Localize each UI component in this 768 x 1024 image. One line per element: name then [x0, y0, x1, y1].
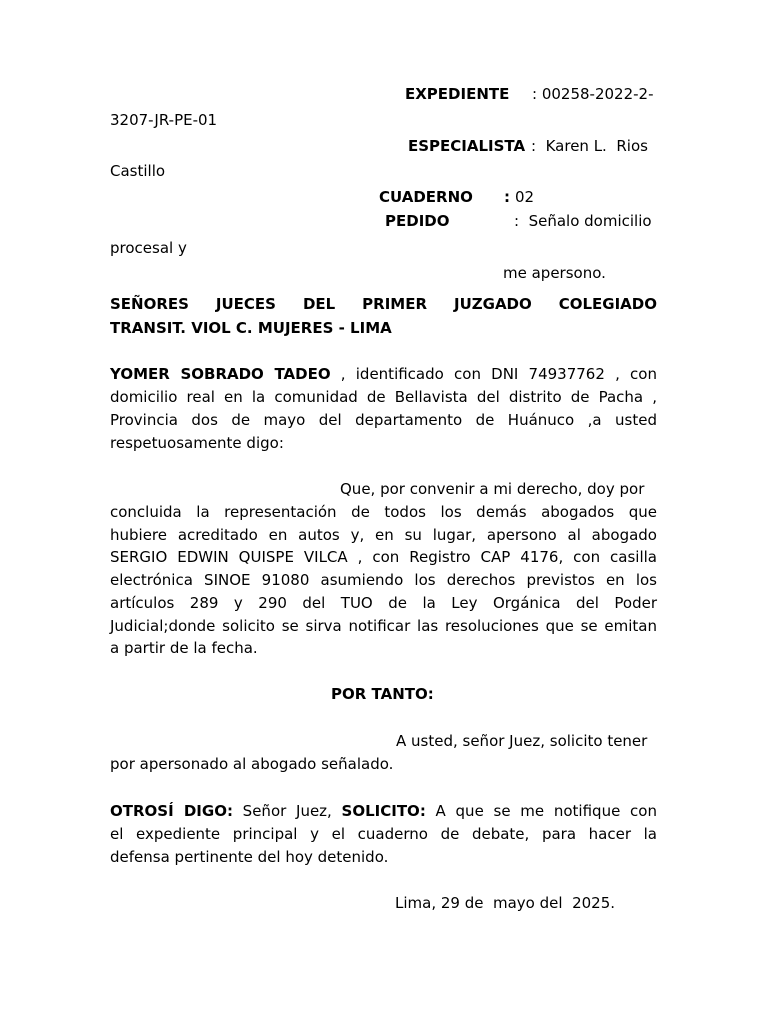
intro-line-3: Provincia dos de mayo del departamento de Huánuco ,a usted	[110, 411, 657, 429]
por-tanto-heading: POR TANTO:	[331, 685, 434, 703]
pedido-label: PEDIDO	[385, 212, 450, 230]
body-line-1: Que, por convenir a mi derecho, doy por	[340, 480, 645, 498]
otrosi-label: OTROSÍ DIGO:	[110, 802, 233, 820]
solicito-label: SOLICITO:	[341, 802, 426, 820]
especialista-value-cont: Castillo	[110, 162, 166, 180]
otrosi-mid: Señor Juez,	[232, 802, 342, 820]
body-line-5: electrónica SINOE 91080 asumiendo los derechos previstos en los	[110, 571, 657, 589]
cuaderno-colon: :	[504, 188, 510, 206]
pedido-value-cont-2: me apersono.	[503, 264, 606, 282]
intro-line-2: domicilio real en la comunidad de Bellavista del distrito de Pacha ,	[110, 388, 657, 406]
por-tanto-line-2: por apersonado al abogado señalado.	[110, 755, 394, 773]
cuaderno-label: CUADERNO	[379, 188, 473, 206]
expediente-value: : 00258-2022-2-	[532, 85, 654, 103]
expediente-label: EXPEDIENTE	[405, 85, 510, 103]
cuaderno-value: 02	[515, 188, 535, 206]
petitioner-name: YOMER SOBRADO TADEO	[110, 365, 331, 383]
otrosi-line-2: el expediente principal y el cuaderno de debate, para hacer la	[110, 825, 657, 843]
especialista-value: : Karen L. Rios	[531, 137, 648, 155]
intro-line-4: respetuosamente digo:	[110, 434, 284, 452]
body-line-6: artículos 289 y 290 del TUO de la Ley Orgánica del Poder	[110, 594, 657, 612]
body-line-8: a partir de la fecha.	[110, 639, 258, 657]
expediente-value-cont: 3207-JR-PE-01	[110, 111, 218, 129]
intro-line-1	[110, 365, 657, 383]
por-tanto-line-1: A usted, señor Juez, solicito tener	[396, 732, 648, 750]
otrosi-rest: A que se me notifique con	[425, 802, 657, 820]
especialista-label: ESPECIALISTA	[408, 137, 526, 155]
pedido-value: : Señalo domicilio	[514, 212, 652, 230]
closing-date: Lima, 29 de mayo del 2025.	[395, 894, 616, 912]
body-line-2: concluida la representación de todos los demás abogados que	[110, 503, 657, 521]
addressee-line-2: TRANSIT. VIOL C. MUJERES - LIMA	[110, 319, 392, 337]
body-line-4: SERGIO EDWIN QUISPE VILCA , con Registro CAP 4176, con casilla	[110, 548, 657, 566]
addressee-line-1: SEÑORES JUECES DEL PRIMER JUZGADO COLEGIADO	[110, 295, 657, 313]
otrosi-line-1	[110, 802, 657, 820]
body-line-7: Judicial;donde solicito se sirva notificar las resoluciones que se emitan	[110, 617, 657, 635]
intro-line-1-rest: , identificado con DNI 74937762 , con	[330, 365, 657, 383]
body-line-3: hubiere acreditado en autos y, en su lugar, apersono al abogado	[110, 526, 657, 544]
pedido-value-cont-1: procesal y	[110, 239, 187, 257]
otrosi-line-3: defensa pertinente del hoy detenido.	[110, 848, 389, 866]
